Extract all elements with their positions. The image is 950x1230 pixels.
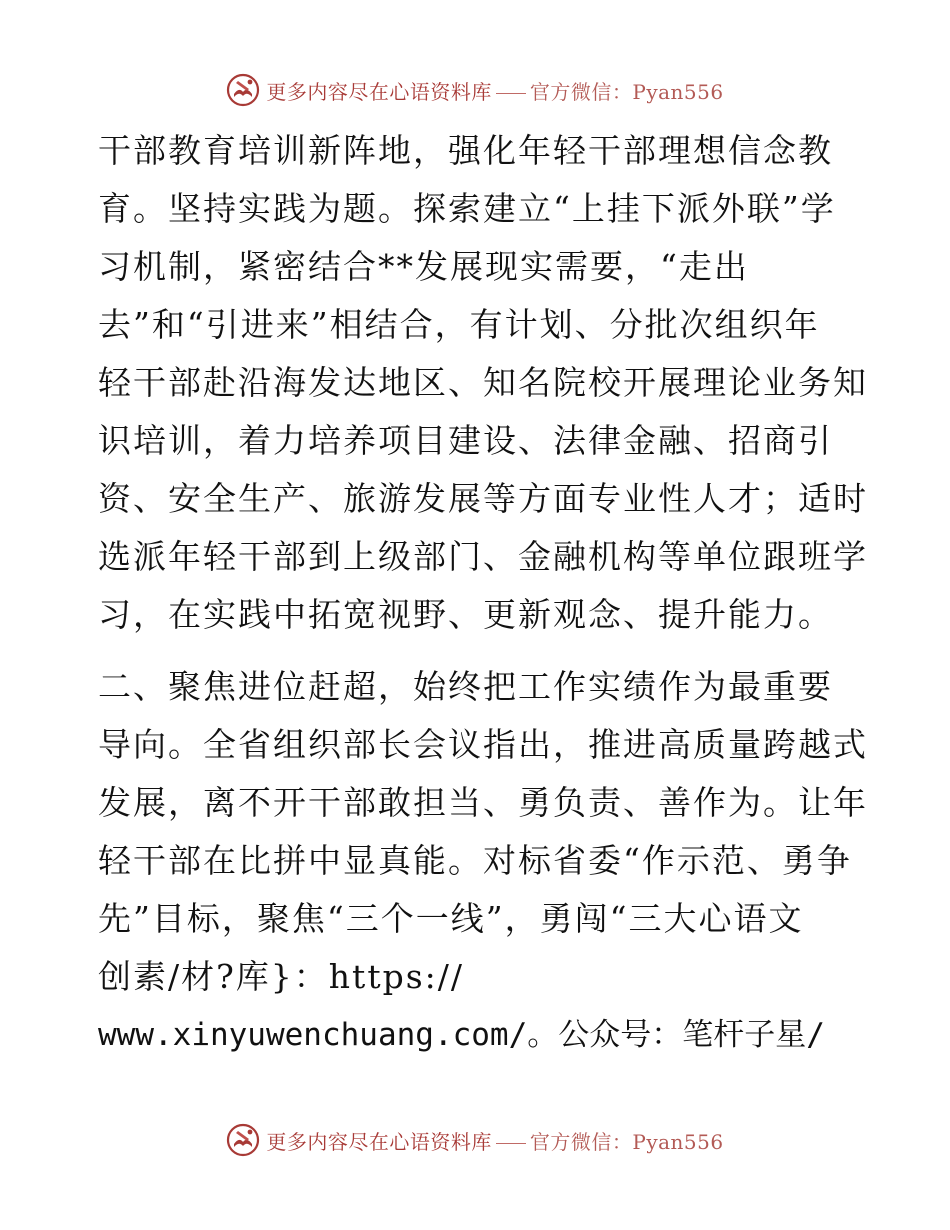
text-line: 识培训，着力培养项目建设、法律金融、招商引 — [98, 421, 833, 460]
banner-text — [266, 1126, 723, 1155]
text-line: 轻干部赴沿海发达地区、知名院校开展理论业务知 — [98, 363, 868, 402]
banner-separator — [496, 1143, 526, 1144]
url-line: www.xinyuwenchuang.com/。公众号：笔杆子星/ — [98, 1017, 825, 1053]
text-line: 干部教育培训新阵地，强化年轻干部理想信念教 — [98, 131, 833, 170]
text-line: 习，在实践中拓宽视野、更新观念、提升能力。 — [98, 595, 833, 634]
text-line: 创素/材?库}：https:// — [98, 957, 464, 996]
text-line: 先”目标，聚焦“三个一线”，勇闯“三大心语文 — [98, 899, 804, 938]
banner-text-main: 更多内容尽在心语资料库 — [266, 1129, 492, 1154]
text-line: 育。坚持实践为题。探索建立“上挂下派外联”学 — [98, 189, 836, 228]
document-body — [98, 122, 868, 1064]
banner-text-main: 更多内容尽在心语资料库 — [266, 79, 492, 104]
text-line: 导向。全省组织部长会议指出，推进高质量跨越式 — [98, 725, 868, 764]
banner-text-wechat: 官方微信：Pyan556 — [529, 79, 724, 104]
book-pen-logo-icon — [226, 73, 260, 107]
text-line: 轻干部在比拼中显真能。对标省委“作示范、勇争 — [98, 841, 852, 880]
text-line: 资、安全生产、旅游发展等方面专业性人才；适时 — [98, 479, 868, 518]
footer-banner — [0, 1120, 950, 1160]
text-line: 习机制，紧密结合**发展现实需要，“走出 — [98, 247, 749, 286]
header-banner — [0, 70, 950, 110]
banner-text — [266, 76, 723, 105]
text-line: 去”和“引进来”相结合，有计划、分批次组织年 — [98, 305, 820, 344]
text-line: 选派年轻干部到上级部门、金融机构等单位跟班学 — [98, 537, 868, 576]
section-heading-line: 二、聚焦进位赶超，始终把工作实绩作为最重要 — [98, 667, 833, 706]
book-pen-logo-icon — [226, 1123, 260, 1157]
banner-text-wechat: 官方微信：Pyan556 — [529, 1129, 724, 1154]
text-line: 发展，离不开干部敢担当、勇负责、善作为。让年 — [98, 783, 868, 822]
banner-separator — [496, 93, 526, 94]
